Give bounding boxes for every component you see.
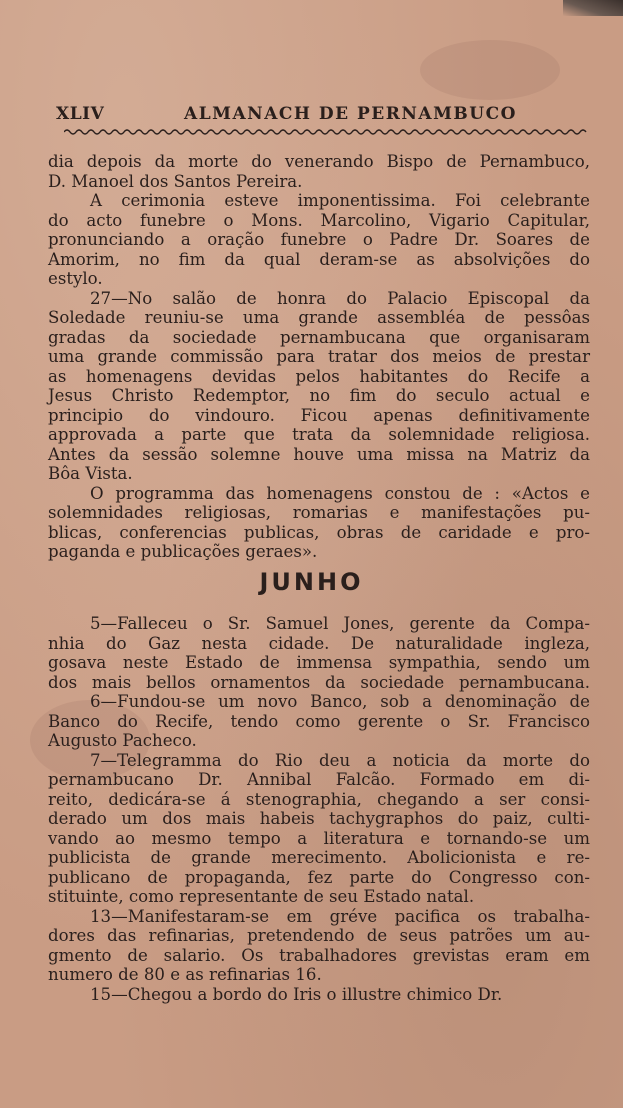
text-section-june bbox=[48, 614, 590, 1004]
text-line: Antes da sessão solemne houve uma missa na Matriz da bbox=[48, 444, 590, 464]
text-line: 27—No salão de honra do Palacio Episcopal da bbox=[90, 288, 590, 308]
text-line: 6—Fundou-se um novo Banco, sob a denominação de bbox=[90, 692, 590, 711]
text-line: gradas da sociedade pernambucana que organisaram bbox=[48, 327, 590, 347]
paper-stain bbox=[420, 40, 560, 100]
text-line: Soledade reuniu-se uma grande assembléa de pessôas bbox=[48, 308, 590, 327]
text-line: solemnidades religiosas, romarias e manifestações pu- bbox=[48, 503, 590, 522]
text-line: vando ao mesmo tempo a literatura e tornando-se um bbox=[48, 828, 590, 848]
page-corner-shadow bbox=[563, 0, 623, 16]
text-line: pernambucano Dr. Annibal Falcão. Formado em di- bbox=[48, 770, 590, 789]
text-line: Bôa Vista. bbox=[48, 464, 133, 483]
text-line: uma grande commissão para tratar dos meios de prestar bbox=[48, 347, 590, 366]
month-heading: JUNHO bbox=[259, 568, 364, 596]
text-line: paganda e publicações geraes». bbox=[48, 542, 318, 561]
text-line: reito, dedicára-se á stenographia, chegando a ser consi- bbox=[48, 789, 590, 809]
text-line: nhia do Gaz nesta cidade. De naturalidade ingleza, bbox=[48, 633, 590, 653]
running-title: ALMANACH DE PERNAMBUCO bbox=[184, 104, 517, 124]
text-line: approvada a parte que trata da solemnidade religiosa. bbox=[48, 425, 590, 444]
text-line: estylo. bbox=[48, 269, 103, 288]
text-line: A cerimonia esteve imponentissima. Foi celebrante bbox=[90, 191, 590, 210]
text-section-may bbox=[48, 152, 590, 562]
text-line: Jesus Christo Redemptor, no fim do seculo actual e bbox=[48, 386, 590, 405]
text-line: gmento de salario. Os trabalhadores grevistas eram em bbox=[48, 945, 590, 965]
text-line: dos mais bellos ornamentos da sociedade pernambucana. bbox=[48, 672, 590, 692]
text-line: stituinte, como representante de seu Estado natal. bbox=[48, 887, 475, 906]
text-line: Banco do Recife, tendo como gerente o Sr. Francisco bbox=[48, 711, 590, 731]
text-line: dores das refinarias, pretendendo de seus patrões um au- bbox=[48, 926, 590, 945]
text-line: 5—Falleceu o Sr. Samuel Jones, gerente da Compa- bbox=[90, 614, 590, 633]
page-header bbox=[56, 104, 576, 126]
text-line: publicano de propaganda, fez parte do Congresso con- bbox=[48, 867, 590, 887]
text-line: derado um dos mais habeis tachygraphos do paiz, culti- bbox=[48, 809, 590, 828]
text-line: O programma das homenagens constou de : «Actos e bbox=[90, 483, 590, 503]
text-line: pronunciando a oração funebre o Padre Dr. Soares de bbox=[48, 230, 590, 249]
text-line: gosava neste Estado de immensa sympathia, sendo um bbox=[48, 653, 590, 672]
text-line: numero de 80 e as refinarias 16. bbox=[48, 965, 322, 984]
text-line: do acto funebre o Mons. Marcolino, Vigario Capitular, bbox=[48, 210, 590, 230]
decorative-rule bbox=[64, 128, 588, 136]
text-line: 13—Manifestaram-se em gréve pacifica os trabalha- bbox=[90, 906, 590, 926]
text-line: as homenagens devidas pelos habitantes do Recife a bbox=[48, 366, 590, 386]
text-line: dia depois da morte do venerando Bispo de Pernambuco, bbox=[48, 152, 590, 171]
text-line: principio do vindouro. Ficou apenas definitivamente bbox=[48, 405, 590, 425]
page-number: XLIV bbox=[56, 104, 105, 124]
text-line: 7—Telegramma do Rio deu a noticia da morte do bbox=[90, 750, 590, 770]
text-line: Augusto Pacheco. bbox=[48, 731, 197, 750]
text-line: blicas, conferencias publicas, obras de caridade e pro- bbox=[48, 522, 590, 542]
text-line: publicista de grande merecimento. Abolicionista e re- bbox=[48, 848, 590, 867]
text-line: 15—Chegou a bordo do Iris o illustre chimico Dr. bbox=[90, 984, 503, 1004]
text-line: D. Manoel dos Santos Pereira. bbox=[48, 171, 303, 191]
text-line: Amorim, no fim da qual deram-se as absolvições do bbox=[48, 249, 590, 269]
